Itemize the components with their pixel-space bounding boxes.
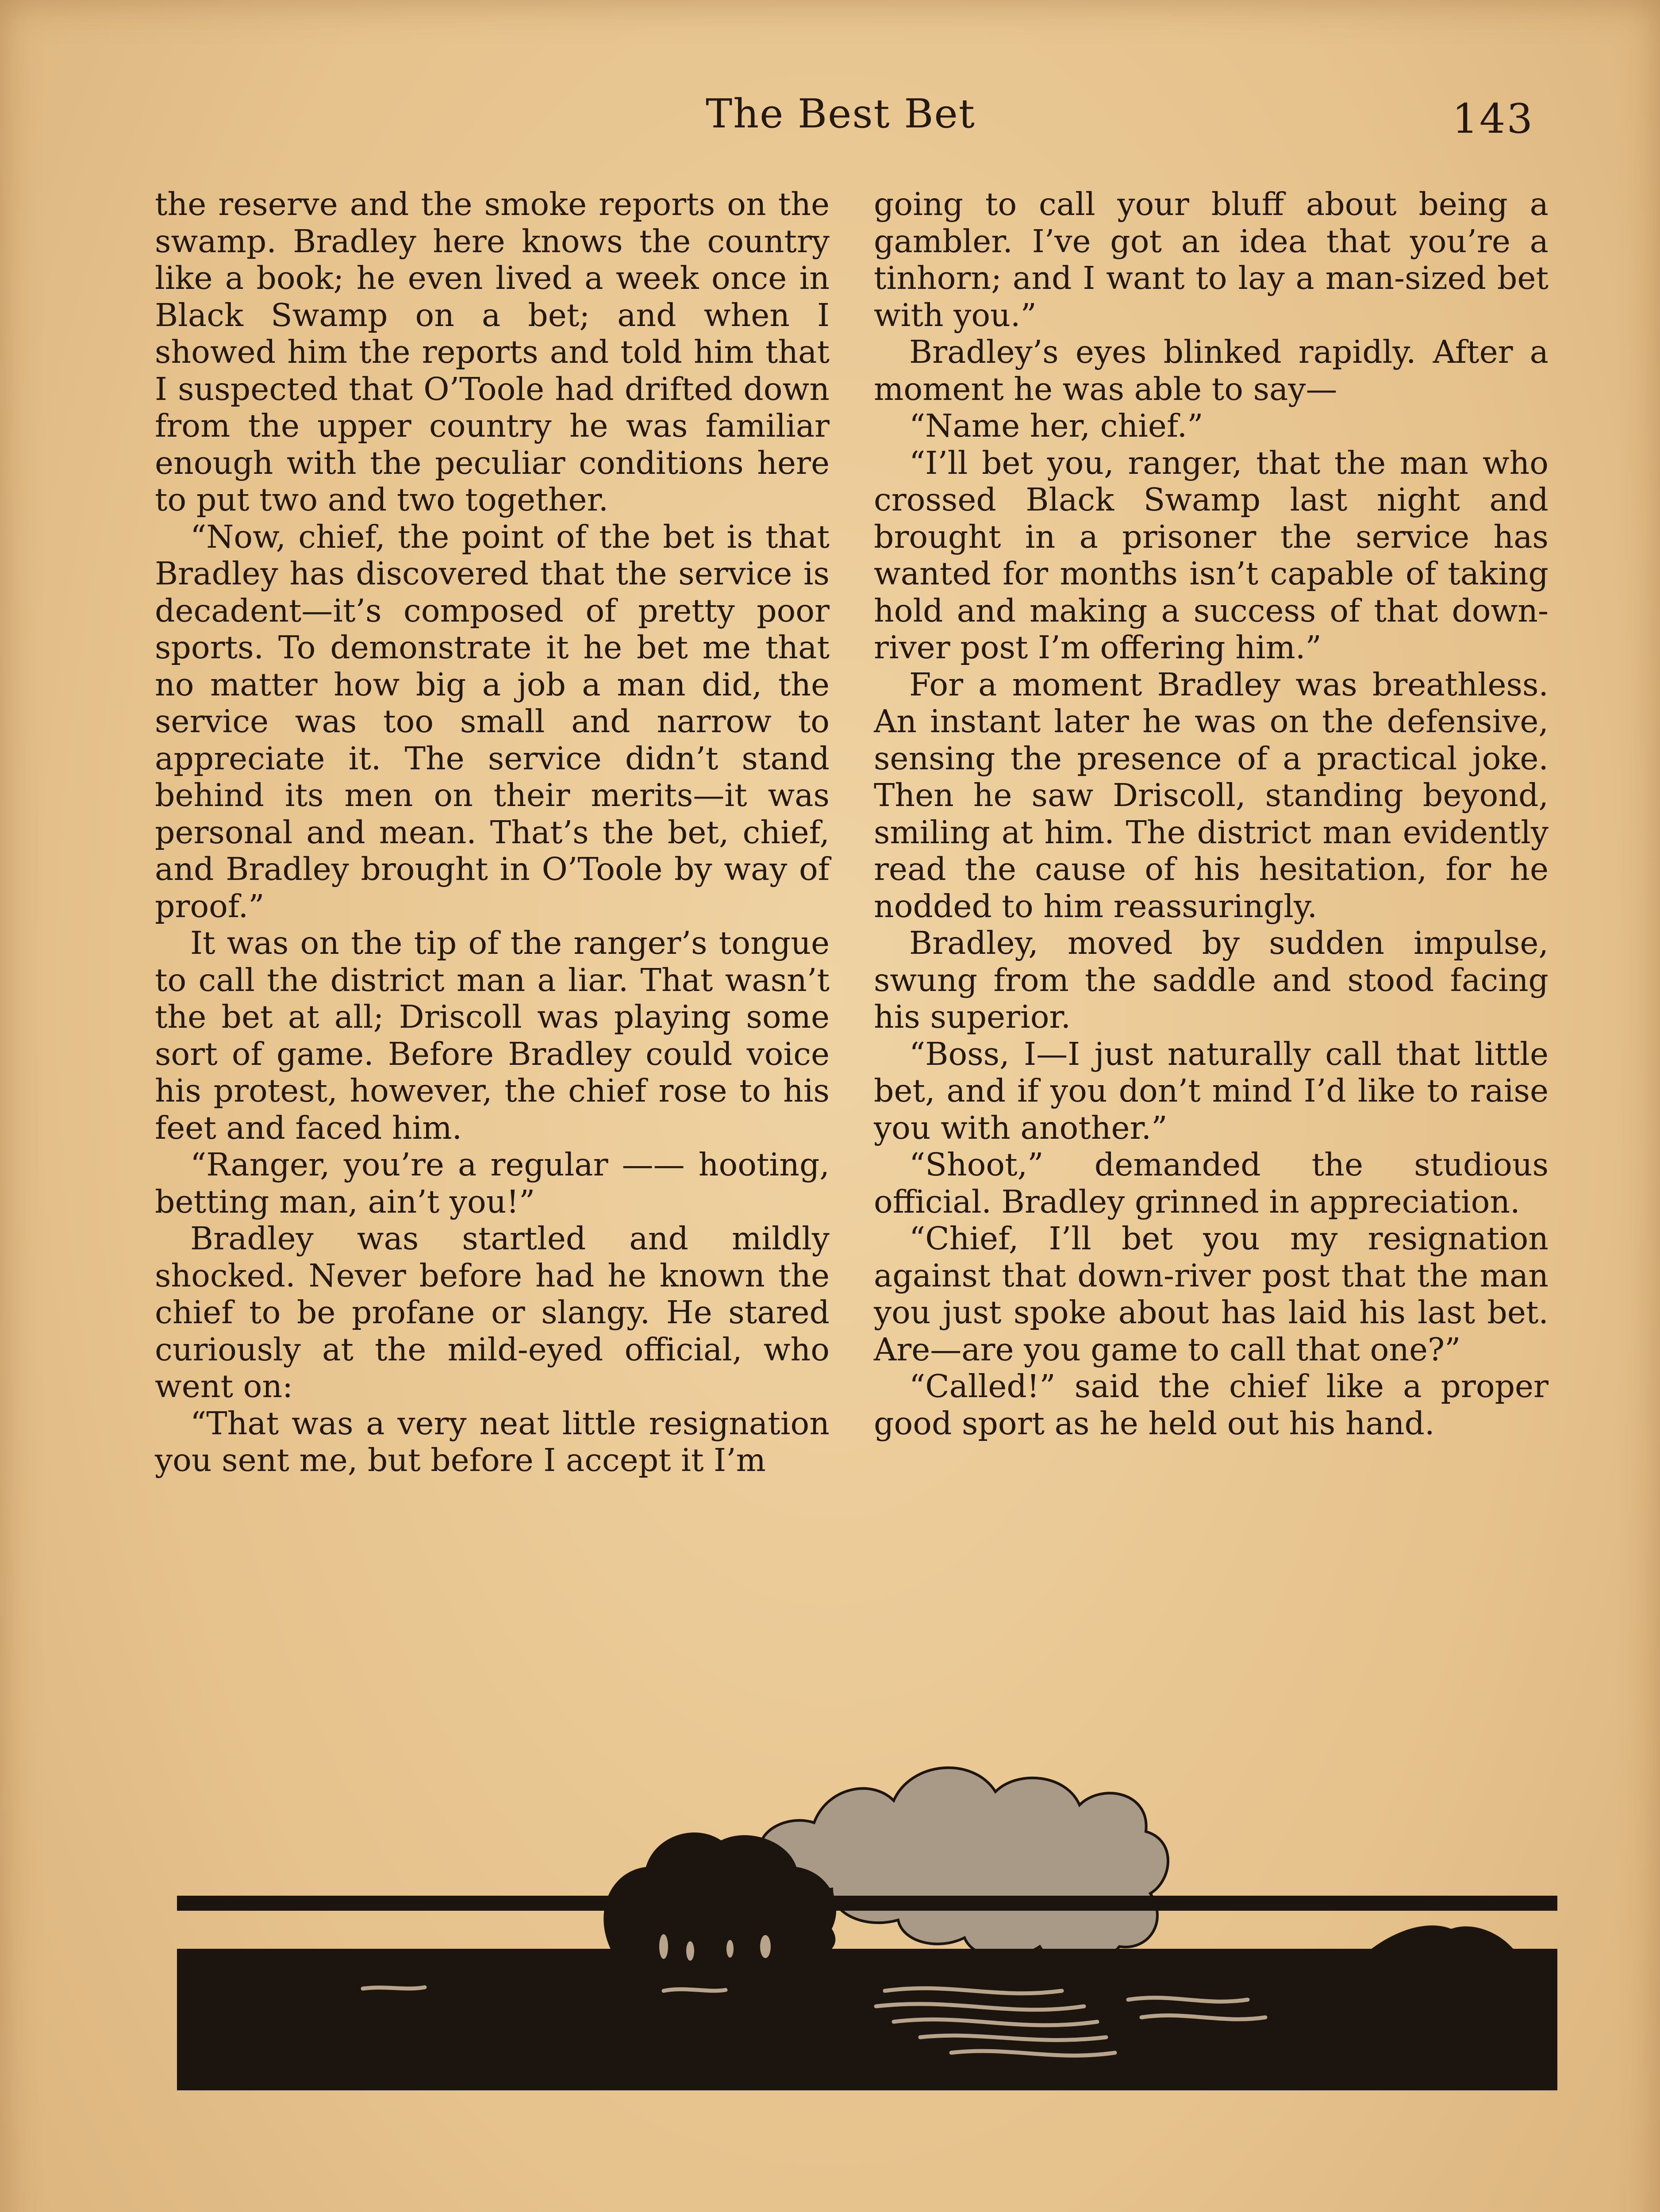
paragraph: “Now, chief, the point of the bet is that Bradley has discovered that the service is decadent—it’s composed of pretty poor sports. To demonstrate it he bet me that no matter how big a job a man did, the service was too small and narrow to appreciate it. The service didn’t stand behind its men on their merits—it was personal and mean. That’s the bet, chief, and Bradley brought in O’Toole by way of proof.” [155,518,830,925]
paragraph: “I’ll bet you, ranger, that the man who crossed Black Swamp last night and brought in a prisoner the service has wanted for months isn’t capable of taking hold and making a success of that down-river post I’m offering him.” [874,444,1549,666]
hill-shape [1372,1925,1513,1949]
horizon-band [177,1896,1557,1911]
right-column [874,186,1549,1442]
paragraph: going to call your bluff about being a gambler. I’ve got an idea that you’re a tinhorn; and I want to lay a man-sized bet with you.” [874,186,1549,334]
page-number: 143 [1452,95,1534,142]
paragraph: Bradley’s eyes blinked rapidly. After a moment he was able to say— [874,334,1549,407]
left-column [155,186,830,1479]
running-title: The Best Bet [706,91,976,137]
paragraph: Bradley, moved by sudden impulse, swung from the saddle and stood facing his superior. [874,925,1549,1035]
landscape-illustration [177,1681,1557,2106]
paragraph: Bradley was startled and mildly shocked. Never before had he known the chief to be profane or slangy. He stared curiously at the mild-eyed official, who went on: [155,1220,830,1405]
paragraph: It was on the tip of the ranger’s tongue to call the district man a liar. That wasn’t the bet at all; Driscoll was playing some sort of game. Before Bradley could voice his protest, however, the chief rose to his feet and faced him. [155,925,830,1146]
paragraph: the reserve and the smoke reports on the swamp. Bradley here knows the country like a book; he even lived a week once in Black Swamp on a bet; and when I showed him the reports and told him that I suspected that O’Toole had drifted down from the upper country he was familiar enough with the peculiar conditions here to put two and two together. [155,186,830,518]
paragraph: “Chief, I’ll bet you my resignation against that down-river post that the man you just spoke about has laid his last bet. Are—are you game to call that one?” [874,1220,1549,1368]
ground-shape [177,1949,1557,2090]
paragraph: “Ranger, you’re a regular —— hooting, betting man, ain’t you!” [155,1146,830,1220]
paragraph: “That was a very neat little resignation you sent me, but before I accept it I’m [155,1405,830,1479]
paragraph: “Boss, I—I just naturally call that little bet, and if you don’t mind I’d like to raise you with another.” [874,1035,1549,1146]
paragraph: “Called!” said the chief like a proper good sport as he held out his hand. [874,1368,1549,1442]
paragraph: “Shoot,” demanded the studious official. Bradley grinned in appreciation. [874,1146,1549,1220]
paragraph: “Name her, chief.” [909,407,1203,444]
paragraph: For a moment Bradley was breathless. An instant later he was on the defensive, sensing the presence of a practical joke. Then he saw Driscoll, standing beyond, smiling at him. The district man evidently read the cause of his hesitation, for he nodded to him reassuringly. [874,666,1549,925]
